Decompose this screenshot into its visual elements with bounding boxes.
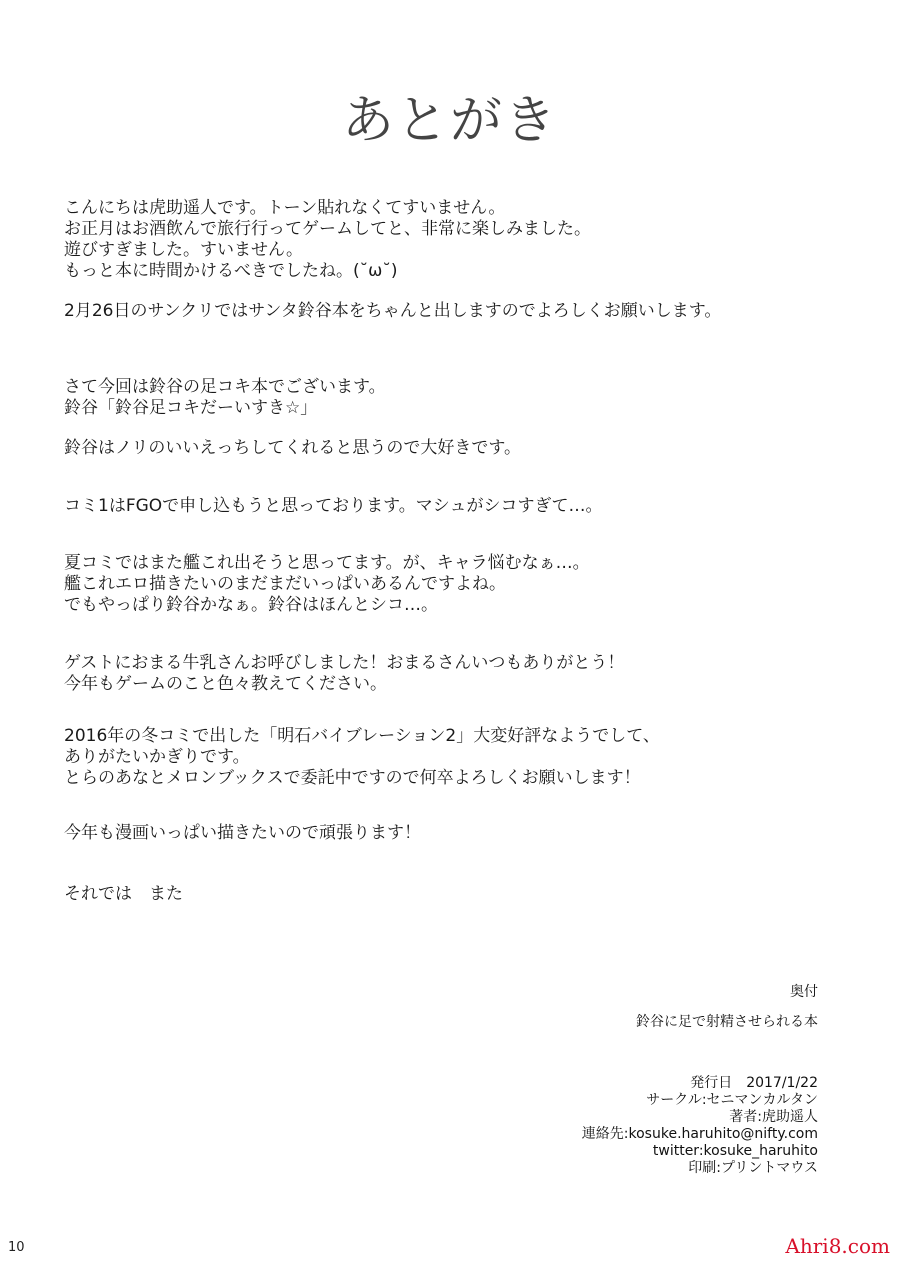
text-line: でもやっぱり鈴谷かなぁ。鈴谷はほんとシコ…。 [64, 595, 438, 615]
watermark: Ahri8.com [785, 1234, 890, 1258]
text-line: もっと本に時間かけるべきでしたね。(˘ω˘) [64, 261, 398, 281]
text-line: それでは また [64, 884, 183, 904]
text-line: こんにちは虎助遥人です。トーン貼れなくてすいません。 [64, 198, 506, 218]
paragraph-resolution [64, 823, 844, 844]
printer: 印刷:プリントマウス [688, 1160, 818, 1176]
colophon-heading [790, 984, 818, 1001]
text-line: 遊びすぎました。すいません。 [64, 240, 304, 260]
text-line: ゲストにおまる牛乳さんお呼びしました！おまるさんいつもありがとう！ [64, 653, 625, 673]
colophon-details [582, 1075, 818, 1177]
page-title: あとがき [341, 91, 558, 151]
book-title-text: 鈴谷に足で射精させられる本 [636, 1014, 818, 1030]
text-line: 艦これエロ描きたいのまだまだいっぱいあるんですよね。 [64, 574, 506, 594]
text-line: 2016年の冬コミで出した「明石バイブレーション2」大変好評なようでして、 [64, 726, 660, 746]
circle-name: サークル:セニマンカルタン [646, 1092, 818, 1108]
paragraph-theme [64, 377, 844, 419]
contact-email: 連絡先:kosuke.haruhito@nifty.com [581, 1126, 818, 1142]
paragraph-closing [64, 884, 844, 905]
text-line: 鈴谷「鈴谷足コキだーいすき☆」 [64, 398, 318, 418]
text-line: コミ1はFGOで申し込もうと思っております。マシュがシコすぎて…。 [64, 496, 603, 516]
colophon-heading-text: 奥付 [790, 984, 818, 1000]
text-line: 鈴谷はノリのいいえっちしてくれると思うので大好きです。 [64, 438, 521, 458]
page-number: 10 [8, 1240, 25, 1255]
colophon-book-title [636, 1014, 818, 1031]
text-line: 2月26日のサンクリではサンタ鈴谷本をちゃんと出しますのでよろしくお願いします。 [64, 301, 722, 321]
paragraph-summer [64, 553, 844, 616]
text-line: 今年も漫画いっぱい描きたいので頑張ります！ [64, 823, 421, 843]
text-line: 夏コミではまた艦これ出そうと思ってます。が、キャラ悩むなぁ…。 [64, 553, 590, 573]
publish-date: 発行日 2017/1/22 [690, 1075, 818, 1091]
text-line: さて今回は鈴谷の足コキ本でございます。 [64, 377, 386, 397]
paragraph-comi1 [64, 496, 844, 517]
author: 著者:虎助遥人 [729, 1109, 818, 1125]
text-line: とらのあなとメロンブックスで委託中ですので何卒よろしくお願いします！ [64, 768, 641, 788]
text-line: お正月はお酒飲んで旅行行ってゲームしてと、非常に楽しみました。 [64, 219, 591, 239]
paragraph-guest [64, 653, 844, 695]
paragraph-intro [64, 198, 844, 282]
paragraph-event [64, 301, 844, 322]
text-line: 今年もゲームのこと色々教えてください。 [64, 674, 387, 694]
text-line: ありがたいかぎりです。 [64, 747, 250, 767]
twitter-handle: twitter:kosuke_haruhito [652, 1143, 818, 1159]
paragraph-suzuya [64, 438, 844, 459]
paragraph-previous-work [64, 726, 844, 789]
